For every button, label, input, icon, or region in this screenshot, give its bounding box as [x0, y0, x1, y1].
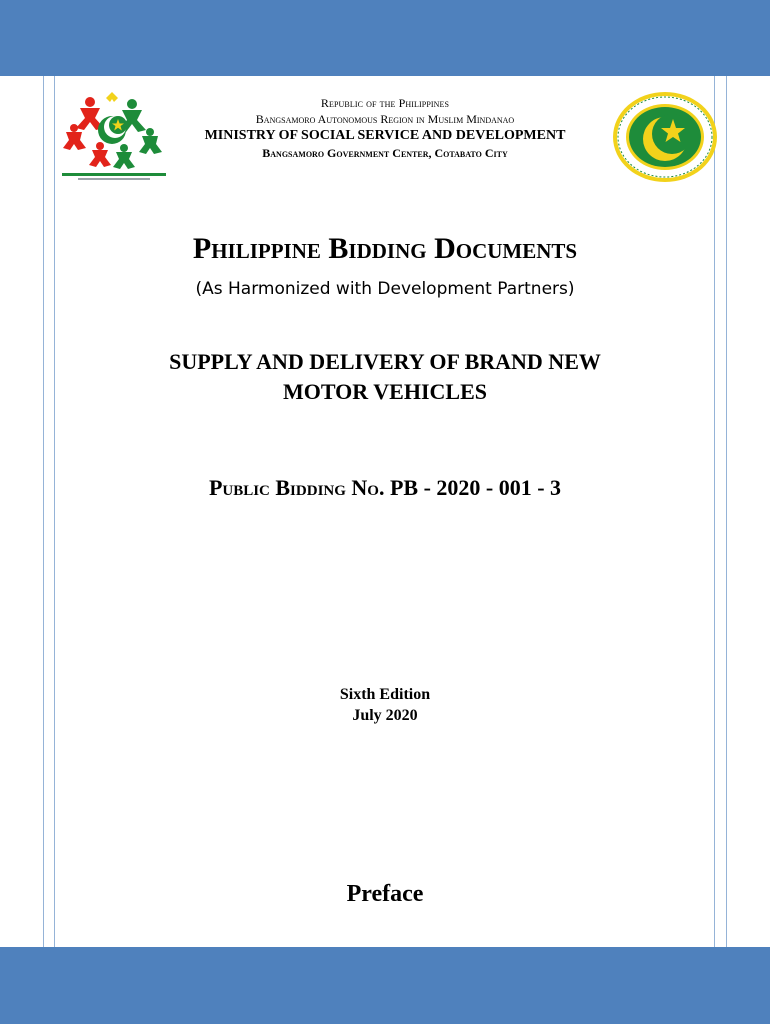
frame-line-right-inner [714, 76, 715, 947]
project-title [60, 347, 710, 407]
section-heading-preface: Preface [346, 881, 424, 907]
frame-line-left-inner [54, 76, 55, 947]
header-ministry: MINISTRY OF SOCIAL SERVICE AND DEVELOPMENT [204, 128, 566, 143]
edition-date: July 2020 [352, 707, 418, 724]
header-region: Bangsamoro Autonomous Region in Muslim Mindanao [255, 112, 515, 126]
document-title: Philippine Bidding Documents [192, 232, 578, 265]
project-title-line-1: SUPPLY AND DELIVERY OF BRAND NEW [169, 349, 601, 374]
top-band [0, 0, 770, 76]
document-subtitle: (As Harmonized with Development Partners) [195, 279, 575, 299]
bid-number-value: PB - 2020 - 001 - 3 [389, 475, 562, 500]
edition-label: Sixth Edition [339, 686, 431, 703]
bid-prefix: Public Bidding No. [208, 475, 385, 500]
project-title-line-2: MOTOR VEHICLES [283, 379, 487, 404]
frame-line-right-outer [726, 76, 727, 947]
bottom-band [0, 947, 770, 1024]
public-bidding-number [60, 475, 710, 501]
letterhead [160, 95, 610, 161]
header-country: Republic of the Philippines [320, 96, 450, 110]
edition-block [60, 684, 710, 726]
frame-line-left-outer [43, 76, 44, 947]
mssd-logo-icon [60, 92, 170, 184]
header-address: Bangsamoro Government Center, Cotabato City [262, 146, 508, 160]
barmm-seal-icon [610, 90, 720, 184]
